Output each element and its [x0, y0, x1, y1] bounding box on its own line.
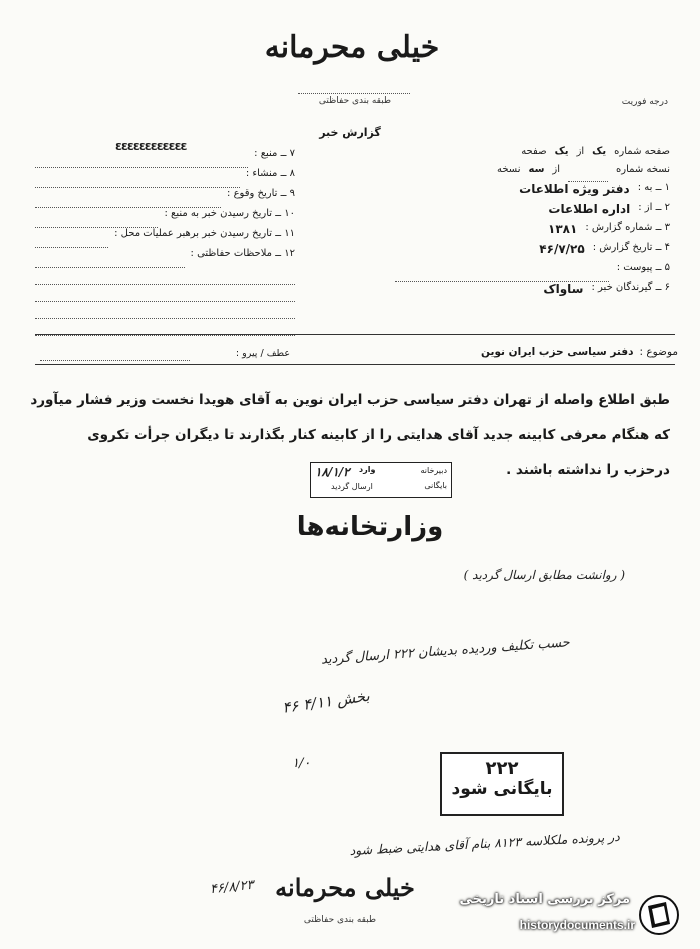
subject-row: موضوع : دفتر سیاسی حزب ایران نوین	[481, 346, 678, 358]
handwritten-note-1: ( روانشت مطابق ارسال گردید )	[463, 568, 625, 582]
classification-stamp-bottom: خیلی محرمانه	[275, 873, 415, 902]
body-line-2: که هنگام معرفی کابینه جدید آقای هدایتی را از کابینه کنار بگذارند تا دیگران جرأت تکروی	[87, 427, 670, 443]
field-to: ۱ ــ به : دفتر ویژه اطلاعات	[519, 182, 670, 196]
field-origin: ۸ ــ منشاء :	[35, 168, 295, 188]
watermark-title: مرکز بررسی اسناد تاریخی	[459, 892, 630, 907]
right-fields	[395, 146, 670, 302]
divider-bottom	[35, 364, 675, 365]
classification-caption-bottom: طبقه بندی حفاظتی	[303, 915, 377, 925]
body-line-3: درحزب را نداشته باشند .	[506, 462, 670, 478]
caption-dotted-line	[298, 93, 410, 94]
signature: بخش ۴/۱۱ ۴۶	[281, 686, 371, 717]
handwritten-filing-note: در پرونده ملکلاسه ۸۱۲۳ بنام آقای هدایتی ضبط شود	[349, 828, 621, 858]
watermark-logo-icon	[638, 894, 680, 936]
field-date-to-source: ۱۰ ــ تاریخ رسیدن خبر به منبع :	[35, 208, 295, 228]
field-copy-number: نسخه شماره از سه نسخه	[395, 164, 670, 182]
divider-top	[35, 334, 675, 335]
archive-stamp: ۲۲۲ بایگانی شود	[440, 752, 564, 816]
field-recipients: ۶ ــ گیرندگان خبر : ساواک	[543, 282, 670, 296]
report-title: گزارش خبر	[319, 126, 381, 139]
field-source: ۷ ــ منبع : ƐƐƐƐƐƐƐƐƐƐƐƐ	[35, 148, 295, 168]
handwritten-note-2: حسب تکلیف وردیده بدیشان ۲۲۲ ارسال گردید	[320, 635, 571, 668]
left-fields	[35, 142, 295, 336]
classification-caption-top: طبقه بندی حفاظتی	[318, 96, 392, 106]
field-date-to-operations: ۱۱ ــ تاریخ رسیدن خبر برهبر عملیات محل :	[35, 228, 295, 248]
classification-stamp-top: خیلی محرمانه	[264, 30, 440, 65]
field-attachment: ۵ ــ پیوست :	[395, 262, 670, 282]
field-page-number: صفحه شماره یک از یک صفحه	[521, 146, 670, 157]
received-stamp: دبیرخانه بایگانی وارد ۱۸/۱/۲ ارسال گردید	[310, 462, 452, 498]
field-security-notes: ۱۲ ــ ملاحظات حفاظتی :	[35, 248, 295, 268]
watermark-url: historydocuments.ir	[519, 918, 635, 932]
priority-label: درجه فوریت	[621, 97, 668, 107]
body-line-1: طبق اطلاع واصله از تهران دفتر سیاسی حزب ایران نوین به آقای هویدا نخست وزیر فشار میآورد	[30, 392, 670, 408]
handwritten-code: ۱/۰	[292, 756, 311, 771]
redaction-mark: ƐƐƐƐƐƐƐƐƐƐƐƐ	[115, 142, 187, 153]
field-occurrence-date: ۹ ــ تاریخ وقوع :	[35, 188, 295, 208]
ministry-stamp: وزارتخانه‌ها	[296, 512, 444, 542]
field-report-date: ۴ ــ تاریخ گزارش : ۴۶/۷/۲۵	[539, 242, 670, 256]
field-report-number: ۳ ــ شماره گزارش : ۱۳۸۱	[548, 222, 670, 236]
reference-label: عطف / پیرو :	[235, 348, 290, 359]
field-from: ۲ ــ از : اداره اطلاعات	[548, 202, 670, 216]
handwritten-bottom-number: ۴۶/۸/۲۳	[209, 877, 255, 898]
received-date: ۱۸/۱/۲	[315, 465, 350, 479]
